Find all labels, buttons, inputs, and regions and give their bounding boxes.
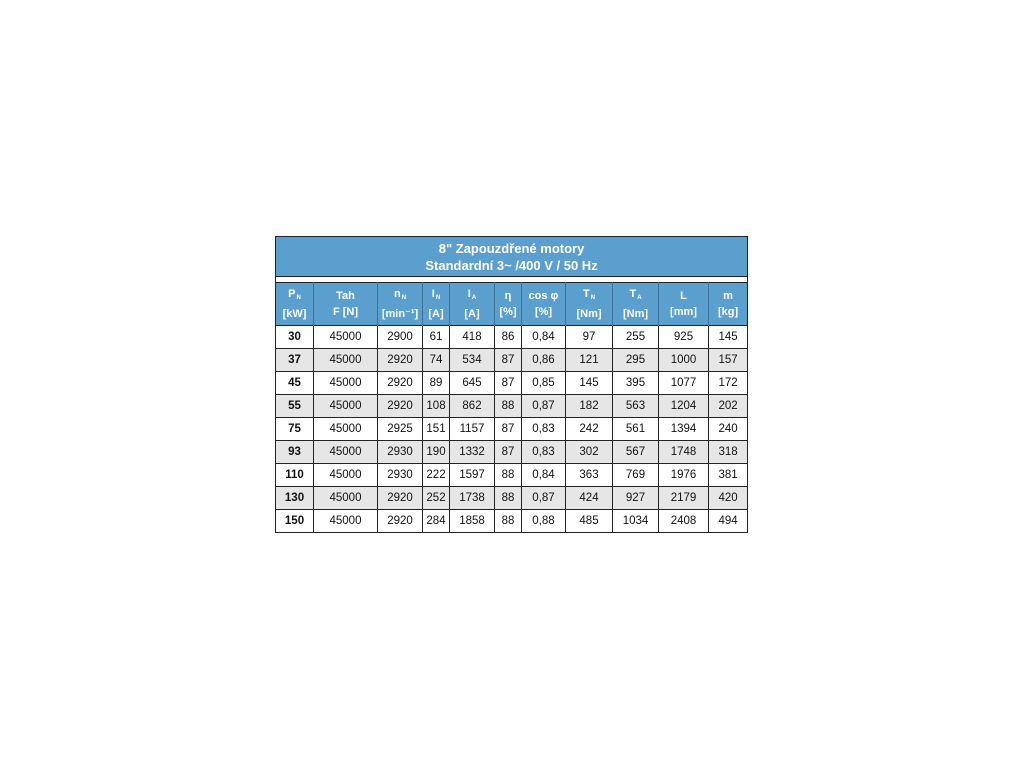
column-header-subscript: N	[296, 295, 301, 301]
table-cell-mass: 420	[709, 487, 748, 510]
table-cell-length: 925	[659, 326, 709, 349]
table-cell-mass: 318	[709, 441, 748, 464]
column-header-efficiency	[495, 283, 522, 326]
table-row	[276, 372, 748, 395]
table-cell-efficiency: 88	[495, 510, 522, 533]
column-header-unit: [%]	[499, 306, 517, 318]
table-cell-power-factor: 0,83	[522, 418, 566, 441]
table-cell-length: 1077	[659, 372, 709, 395]
table-cell-starting-torque: 563	[613, 395, 659, 418]
column-header-symbol	[709, 288, 747, 304]
table-cell-starting-current: 1332	[450, 441, 495, 464]
table-cell-speed: 2920	[378, 395, 423, 418]
table-cell-rated-current: 74	[423, 349, 450, 372]
table-cell-starting-current: 1157	[450, 418, 495, 441]
column-header-unit: [Nm]	[622, 308, 649, 320]
table-cell-efficiency: 87	[495, 418, 522, 441]
table-cell-starting-current: 1597	[450, 464, 495, 487]
table-row	[276, 395, 748, 418]
column-header-power-factor	[522, 283, 566, 326]
table-cell-mass: 145	[709, 326, 748, 349]
table-cell-starting-current: 534	[450, 349, 495, 372]
motor-spec-table-container	[275, 236, 747, 533]
column-header-row	[276, 283, 748, 326]
table-title	[276, 237, 748, 277]
table-cell-starting-current: 418	[450, 326, 495, 349]
table-cell-starting-current: 862	[450, 395, 495, 418]
column-header-starting-torque	[613, 283, 659, 326]
motor-spec-table	[275, 236, 748, 533]
column-header-symbol-text: I	[431, 288, 435, 300]
table-cell-rated-torque: 182	[566, 395, 613, 418]
table-cell-starting-current: 1858	[450, 510, 495, 533]
table-cell-rated-torque: 145	[566, 372, 613, 395]
column-header-subscript: A	[637, 295, 642, 301]
table-cell-length: 1748	[659, 441, 709, 464]
column-header-symbol-text: T	[629, 288, 637, 300]
column-header-symbol-text: L	[680, 290, 687, 302]
table-cell-rated-current: 89	[423, 372, 450, 395]
table-cell-mass: 202	[709, 395, 748, 418]
table-cell-power: 110	[276, 464, 314, 487]
table-cell-speed: 2930	[378, 441, 423, 464]
table-cell-starting-torque: 255	[613, 326, 659, 349]
table-cell-thrust: 45000	[314, 372, 378, 395]
column-header-symbol-text: T	[582, 288, 590, 300]
table-cell-mass: 240	[709, 418, 748, 441]
column-header-symbol-text: η	[504, 290, 512, 302]
column-header-unit: [mm]	[670, 306, 697, 318]
column-header-symbol-text: Tah	[336, 290, 355, 302]
table-cell-speed: 2925	[378, 418, 423, 441]
table-row	[276, 464, 748, 487]
table-body	[276, 326, 748, 533]
table-cell-power: 37	[276, 349, 314, 372]
table-title-line-1: 8" Zapouzdřené motory	[438, 240, 585, 256]
table-cell-power-factor: 0,85	[522, 372, 566, 395]
column-header-symbol-text: P	[288, 288, 296, 300]
column-header-rated-torque	[566, 283, 613, 326]
column-header-rated-current	[423, 283, 450, 326]
table-cell-rated-torque: 424	[566, 487, 613, 510]
table-cell-thrust: 45000	[314, 510, 378, 533]
table-cell-efficiency: 87	[495, 441, 522, 464]
column-header-thrust	[314, 283, 378, 326]
title-row	[276, 237, 748, 277]
column-header-symbol-text: I	[467, 288, 471, 300]
table-cell-starting-torque: 927	[613, 487, 659, 510]
table-head	[276, 237, 748, 326]
table-cell-rated-torque: 363	[566, 464, 613, 487]
table-cell-starting-torque: 769	[613, 464, 659, 487]
table-row	[276, 441, 748, 464]
table-row	[276, 418, 748, 441]
column-header-mass	[709, 283, 748, 326]
table-cell-rated-torque: 121	[566, 349, 613, 372]
table-cell-speed: 2900	[378, 326, 423, 349]
table-cell-starting-torque: 295	[613, 349, 659, 372]
table-cell-efficiency: 86	[495, 326, 522, 349]
column-header-starting-current	[450, 283, 495, 326]
table-cell-speed: 2920	[378, 372, 423, 395]
table-cell-thrust: 45000	[314, 395, 378, 418]
table-cell-rated-current: 108	[423, 395, 450, 418]
table-cell-efficiency: 88	[495, 487, 522, 510]
table-cell-starting-current: 1738	[450, 487, 495, 510]
column-header-symbol-text: cos φ	[528, 290, 559, 302]
column-header-subscript: N	[435, 295, 441, 301]
column-header-unit: [%]	[534, 306, 553, 318]
table-cell-power-factor: 0,87	[522, 487, 566, 510]
table-cell-thrust: 45000	[314, 487, 378, 510]
table-cell-efficiency: 88	[495, 464, 522, 487]
column-header-unit: F [N]	[332, 306, 359, 318]
table-cell-starting-torque: 567	[613, 441, 659, 464]
table-cell-power-factor: 0,87	[522, 395, 566, 418]
table-cell-efficiency: 88	[495, 395, 522, 418]
table-cell-thrust: 45000	[314, 326, 378, 349]
column-header-unit: [kW]	[282, 308, 307, 320]
table-cell-rated-current: 284	[423, 510, 450, 533]
table-cell-rated-current: 190	[423, 441, 450, 464]
table-cell-power-factor: 0,84	[522, 326, 566, 349]
table-cell-length: 2408	[659, 510, 709, 533]
column-header-symbol	[314, 288, 377, 304]
table-cell-starting-torque: 1034	[613, 510, 659, 533]
table-cell-speed: 2920	[378, 487, 423, 510]
table-cell-efficiency: 87	[495, 349, 522, 372]
table-row	[276, 487, 748, 510]
table-cell-length: 1000	[659, 349, 709, 372]
table-cell-speed: 2920	[378, 349, 423, 372]
table-cell-power-factor: 0,84	[522, 464, 566, 487]
table-cell-mass: 157	[709, 349, 748, 372]
table-cell-thrust: 45000	[314, 441, 378, 464]
column-header-symbol	[659, 288, 708, 304]
table-cell-mass: 172	[709, 372, 748, 395]
table-row	[276, 326, 748, 349]
table-cell-rated-torque: 485	[566, 510, 613, 533]
column-header-symbol	[522, 288, 565, 304]
table-cell-power: 150	[276, 510, 314, 533]
table-cell-power-factor: 0,88	[522, 510, 566, 533]
column-header-symbol-text: n	[393, 288, 401, 300]
column-header-unit: [A]	[428, 308, 444, 320]
column-header-symbol-text: m	[723, 290, 733, 302]
column-header-symbol	[450, 286, 494, 306]
table-cell-power: 45	[276, 372, 314, 395]
table-cell-mass: 381	[709, 464, 748, 487]
column-header-symbol	[495, 288, 521, 304]
table-cell-mass: 494	[709, 510, 748, 533]
table-cell-thrust: 45000	[314, 349, 378, 372]
table-cell-rated-current: 151	[423, 418, 450, 441]
table-cell-power: 93	[276, 441, 314, 464]
column-header-unit: [kg]	[717, 306, 739, 318]
column-header-symbol	[566, 286, 612, 306]
table-cell-speed: 2920	[378, 510, 423, 533]
table-row	[276, 510, 748, 533]
table-title-line-2: Standardní 3~ /400 V / 50 Hz	[425, 257, 598, 273]
column-header-symbol	[276, 286, 313, 306]
column-header-subscript: A	[471, 295, 477, 301]
column-header-symbol	[423, 286, 449, 306]
table-cell-starting-current: 645	[450, 372, 495, 395]
table-cell-power-factor: 0,83	[522, 441, 566, 464]
column-header-subscript: N	[401, 295, 407, 301]
table-row	[276, 349, 748, 372]
table-cell-power: 30	[276, 326, 314, 349]
table-cell-rated-current: 61	[423, 326, 450, 349]
table-cell-rated-current: 252	[423, 487, 450, 510]
table-cell-power: 75	[276, 418, 314, 441]
table-cell-length: 2179	[659, 487, 709, 510]
table-cell-thrust: 45000	[314, 418, 378, 441]
column-header-symbol	[378, 286, 422, 306]
column-header-unit: [min⁻¹]	[381, 308, 419, 320]
table-cell-starting-torque: 561	[613, 418, 659, 441]
column-header-unit: [A]	[464, 308, 480, 320]
column-header-symbol	[613, 286, 658, 306]
column-header-length	[659, 283, 709, 326]
table-cell-rated-torque: 242	[566, 418, 613, 441]
table-cell-length: 1976	[659, 464, 709, 487]
table-cell-power: 55	[276, 395, 314, 418]
table-cell-rated-torque: 97	[566, 326, 613, 349]
table-cell-starting-torque: 395	[613, 372, 659, 395]
column-header-subscript: N	[590, 295, 596, 301]
table-cell-power-factor: 0,86	[522, 349, 566, 372]
table-cell-speed: 2930	[378, 464, 423, 487]
table-cell-power: 130	[276, 487, 314, 510]
table-cell-length: 1204	[659, 395, 709, 418]
table-cell-rated-current: 222	[423, 464, 450, 487]
column-header-speed	[378, 283, 423, 326]
column-header-unit: [Nm]	[576, 308, 602, 320]
table-cell-thrust: 45000	[314, 464, 378, 487]
table-cell-rated-torque: 302	[566, 441, 613, 464]
table-cell-efficiency: 87	[495, 372, 522, 395]
column-header-power	[276, 283, 314, 326]
table-cell-length: 1394	[659, 418, 709, 441]
